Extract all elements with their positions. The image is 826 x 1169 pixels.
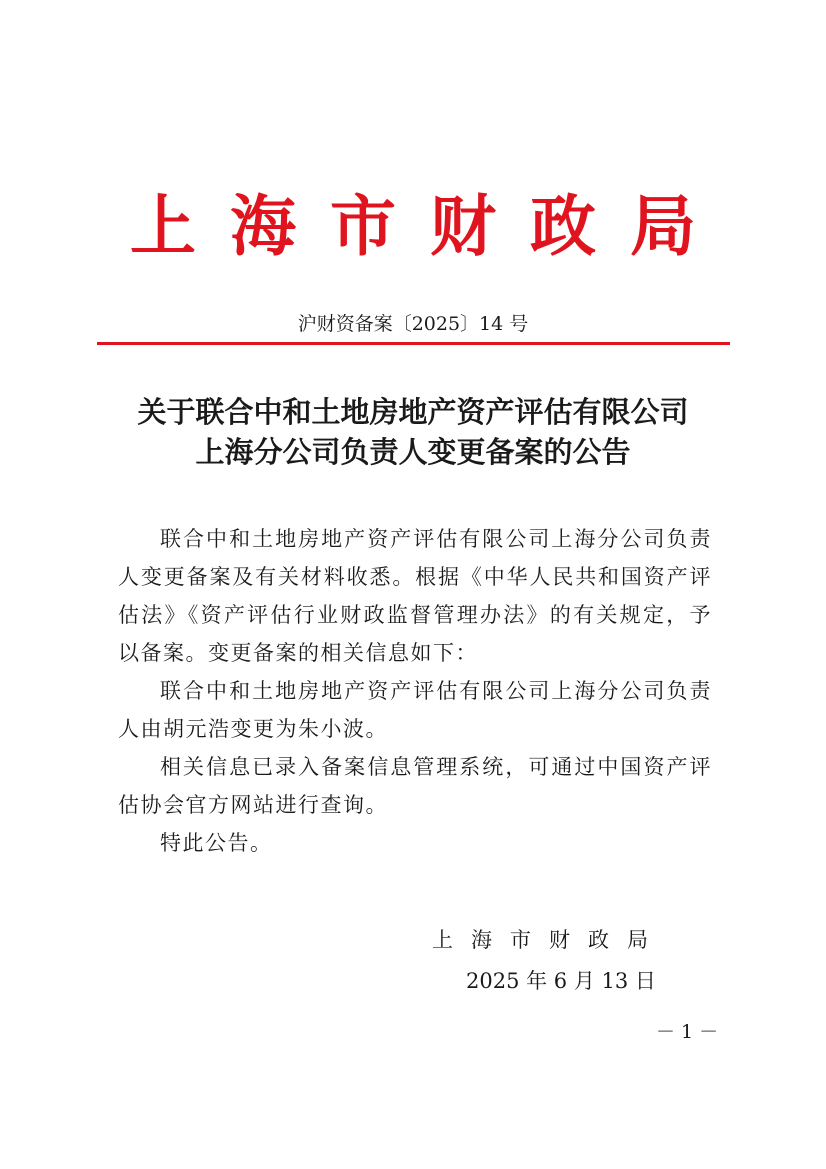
body-paragraph: 联合中和土地房地产资产评估有限公司上海分公司负责人由胡元浩变更为朱小波。 (118, 679, 712, 741)
notice-title-line-1: 关于联合中和土地房地产资产评估有限公司 (137, 395, 689, 429)
issuer-header: 上海市财政局 (130, 187, 730, 265)
body-paragraph: 特此公告。 (160, 831, 273, 855)
notice-title (0, 392, 826, 472)
notice-body (118, 520, 712, 862)
document-number: 沪财资备案〔2025〕14 号 (297, 313, 529, 335)
body-paragraph: 相关信息已录入备案信息管理系统，可通过中国资产评估协会官方网站进行查询。 (118, 755, 712, 817)
notice-title-line-2: 上海分公司负责人变更备案的公告 (195, 435, 631, 469)
body-paragraph: 联合中和土地房地产资产评估有限公司上海分公司负责人变更备案及有关材料收悉。根据《中华人民共和国资产评估法》《资产评估行业财政监督管理办法》的有关规定，予以备案。变更备案的相关信息如下： (118, 527, 712, 665)
red-divider (97, 342, 730, 345)
signature-organization: 上海市财政局 (432, 928, 666, 952)
signature-date: 2025 年 6 月 13 日 (466, 969, 656, 993)
page-number: － 1 － (656, 1021, 719, 1043)
